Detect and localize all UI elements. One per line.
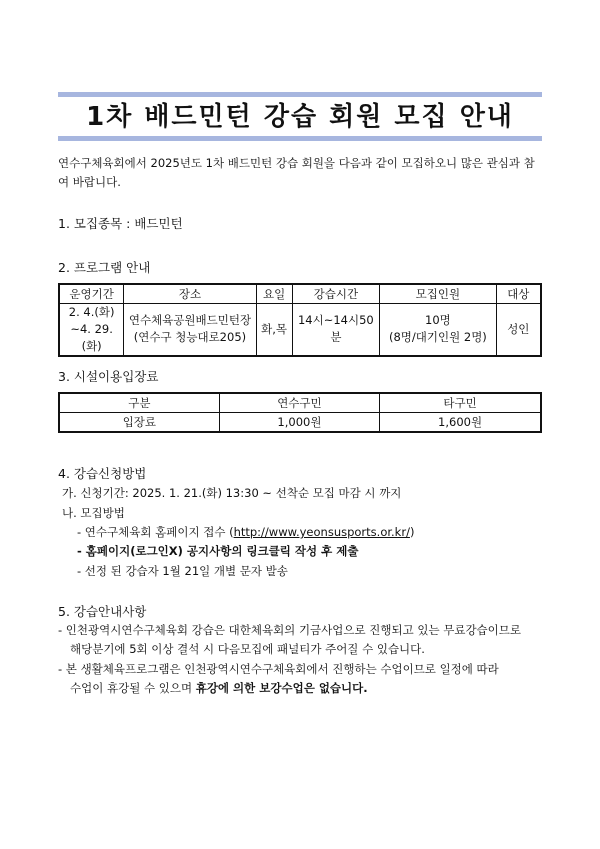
section-notes: 5. 강습안내사항 [58, 604, 147, 619]
apply-method-1-suffix: ) [409, 525, 415, 539]
note-1-line-2: 해당분기에 5회 이상 결석 시 다음모집에 패널티가 주어질 수 있습니다. [70, 642, 425, 656]
apply-method-title: 나. 모집방법 [62, 506, 125, 520]
apply-period: 가. 신청기간: 2025. 1. 21.(화) 13:30 ~ 선착순 모집 마감 시 까지 [62, 486, 402, 500]
note-2-line-2-text: 수업이 휴강될 수 있으며 [70, 681, 196, 695]
fee-table [58, 392, 542, 433]
header-days: 요일 [256, 284, 292, 303]
apply-method-3: - 선정 된 강습자 1월 21일 개별 문자 발송 [77, 564, 288, 578]
table-row [59, 303, 541, 356]
cell-target: 성인 [496, 303, 541, 356]
program-table [58, 283, 542, 357]
section-facility-fee: 3. 시설이용입장료 [58, 369, 159, 384]
cell-period [59, 303, 124, 356]
cell-fee-label: 입장료 [59, 413, 219, 433]
section-recruit-item: 1. 모집종목 : 배드민턴 [58, 216, 183, 231]
header-nonresident: 타구민 [380, 393, 541, 413]
title-block [58, 92, 542, 141]
header-resident: 연수구민 [219, 393, 379, 413]
homepage-link[interactable]: http://www.yeonsusports.or.kr/ [233, 525, 410, 539]
program-table-header [59, 284, 541, 303]
cell-capacity [380, 303, 496, 356]
apply-method-2: - 홈페이지(로그인X) 공지사항의 링크클릭 작성 후 제출 [77, 544, 359, 558]
header-target: 대상 [496, 284, 541, 303]
note-2-line-1: - 본 생활체육프로그램은 인천광역시연수구체육회에서 진행하는 수업이므로 일정에 따라 [58, 662, 499, 676]
intro-paragraph: 연수구체육회에서 2025년도 1차 배드민턴 강습 회원을 다음과 같이 모집하오니 많은 관심과 참여 바랍니다. [58, 156, 535, 189]
note-2-line-2-bold: 휴강에 의한 보강수업은 없습니다. [195, 681, 368, 695]
title-bottom-bar [58, 136, 542, 141]
cell-place [124, 303, 256, 356]
period-end: ~4. 29.(화) [70, 321, 113, 353]
fee-table-header [59, 393, 541, 413]
cell-time: 14시~14시50분 [292, 303, 380, 356]
header-place: 장소 [124, 284, 256, 303]
note-2-line-2 [70, 679, 368, 698]
header-period: 운영기간 [59, 284, 124, 303]
page-title: 1차 배드민턴 강습 회원 모집 안내 [86, 102, 514, 132]
cell-days: 화,목 [256, 303, 292, 356]
table-row [59, 413, 541, 433]
cell-nonresident-fee: 1,600원 [380, 413, 541, 433]
header-time: 강습시간 [292, 284, 380, 303]
apply-method-1-prefix: - 연수구체육회 홈페이지 접수 ( [77, 525, 234, 539]
note-1-line-1: - 인천광역시연수구체육회 강습은 대한체육회의 기금사업으로 진행되고 있는 무료강습이므로 [58, 623, 521, 637]
header-category: 구분 [59, 393, 219, 413]
section-application: 4. 강습신청방법 [58, 466, 147, 481]
apply-method-1 [77, 523, 414, 542]
capacity-total: 10명 [425, 313, 451, 327]
section-program-info: 2. 프로그램 안내 [58, 260, 151, 275]
place-name: 연수체육공원배드민턴장 [128, 313, 252, 327]
capacity-detail: (8명/대기인원 2명) [389, 330, 487, 344]
place-address: (연수구 청능대로205) [133, 330, 247, 344]
header-capacity: 모집인원 [380, 284, 496, 303]
cell-resident-fee: 1,000원 [219, 413, 379, 433]
period-start: 2. 4.(화) [68, 304, 115, 319]
